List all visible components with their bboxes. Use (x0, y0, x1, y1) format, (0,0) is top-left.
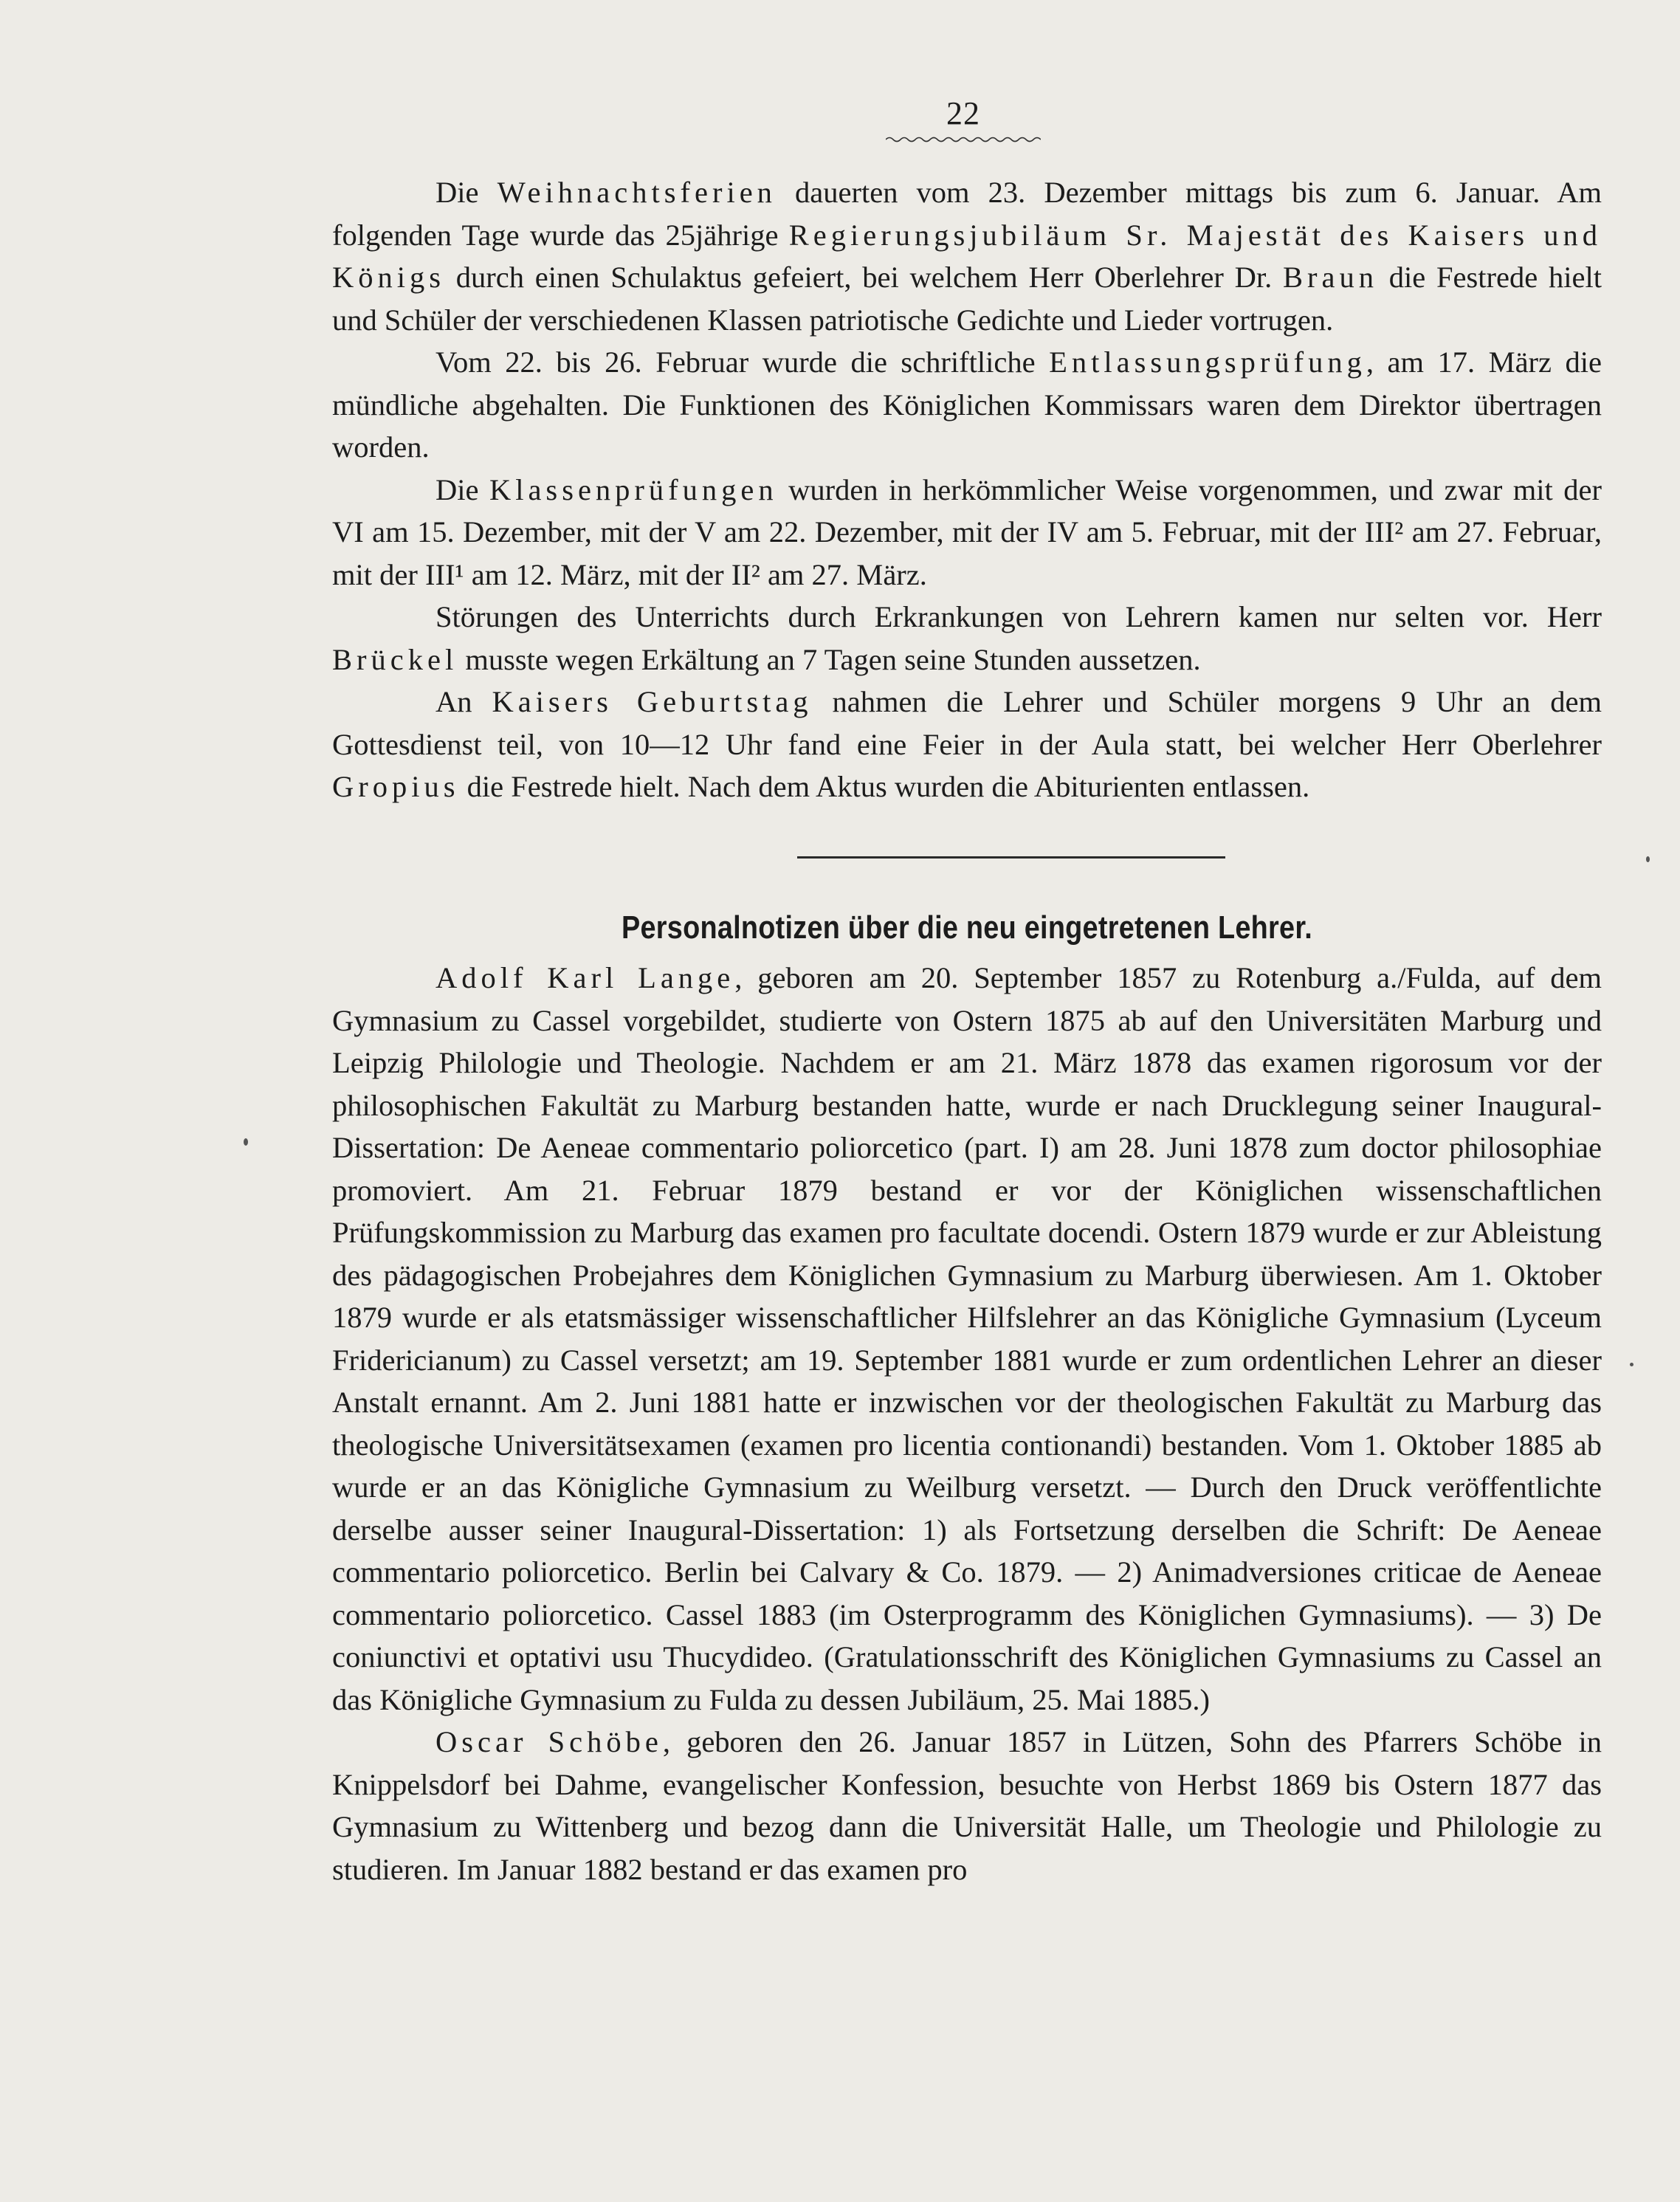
page-number-ornament (886, 136, 1041, 143)
print-speck (1646, 856, 1650, 862)
text-run: durch einen Schulaktus gefeiert, bei welchem Herr Oberlehrer Dr. (445, 261, 1284, 294)
spaced-emphasis: Adolf Karl Lange (436, 961, 735, 994)
text-run: nahmen die Lehrer und Schüler morgens 9 Uhr an dem Gottesdienst teil, von 10—12 Uhr fand eine Feier in der Aula statt, bei welcher Herr Oberlehrer (332, 685, 1602, 761)
paragraph (332, 1721, 1602, 1890)
spaced-emphasis: Brückel (332, 642, 458, 676)
text-run: dauerten vom 23. Dezember mittags bis zum 6. Januar. Am folgenden Tage wurde das 25jährige (332, 176, 1602, 252)
text-run: die Festrede hielt. Nach dem Aktus wurden die Abiturienten entlassen. (459, 770, 1310, 803)
school-chronicle-section (332, 171, 1602, 808)
spaced-emphasis: Entlassungsprüfung (1049, 345, 1366, 379)
teacher-notes-section (332, 957, 1602, 1890)
section-heading: Personalnotizen über die neu eingetretenen Lehrer. (621, 909, 1312, 946)
spaced-emphasis: Oscar Schöbe (436, 1725, 663, 1758)
section-divider (797, 856, 1225, 859)
print-speck (1630, 1363, 1633, 1366)
page-number: 22 (946, 95, 980, 131)
paragraph (332, 681, 1602, 808)
text-run: Vom 22. bis 26. Februar wurde die schriftliche (436, 345, 1050, 379)
text-run: Die (436, 176, 498, 209)
paragraph (332, 171, 1602, 341)
text-run: musste wegen Erkältung an 7 Tagen seine Stunden aussetzen. (458, 642, 1201, 676)
spaced-emphasis: Klassenprüfungen (489, 472, 778, 506)
paragraph (332, 469, 1602, 596)
text-run: , am 17. März die mündliche abgehalten. Die Funktionen des Königlichen Kommissars waren dem Direktor übertragen worden. (332, 345, 1602, 464)
spaced-emphasis: Braun (1283, 261, 1379, 294)
text-run: An (436, 685, 492, 718)
paragraph (332, 957, 1602, 1721)
spaced-emphasis: Gropius (332, 770, 460, 803)
paragraph (332, 341, 1602, 469)
spaced-emphasis: Regierungsjubiläum Sr. Majestät des Kaisers und Königs (332, 218, 1602, 294)
text-run: wurden in herkömmlicher Weise vorgenommen, und zwar mit der VI am 15. Dezember, mit der V am 22. Dezember, mit der IV am 5. Februar, mit der III² am 27. Februar, mit der III¹ am 12. März, mit der II² am 27. März. (332, 472, 1602, 591)
paragraph (332, 596, 1602, 681)
text-run: Störungen des Unterrichts durch Erkrankungen von Lehrern kamen nur selten vor. Herr (436, 600, 1602, 633)
text-run: , geboren den 26. Januar 1857 in Lützen, Sohn des Pfarrers Schöbe in Knippelsdorf bei Dahme, evangelischer Konfession, besuchte von Herbst 1869 bis Ostern 1877 das Gymnasium zu Wittenberg und bezog dann die Universität Halle, um Theologie und Philologie zu studieren. Im Januar 1882 bestand er das examen pro (332, 1725, 1602, 1886)
text-run: die Festrede hielt und Schüler der verschiedenen Klassen patriotische Gedichte und Lieder vortrugen. (332, 261, 1602, 337)
text-run: , geboren am 20. September 1857 zu Rotenburg a./Fulda, auf dem Gymnasium zu Cassel vorgebildet, studierte von Ostern 1875 ab auf den Universitäten Marburg und Leipzig Philologie und Theologie. Nachdem er am 21. März 1878 das examen rigorosum vor der philosophischen Fakultät zu Marburg bestanden hatte, wurde er nach Drucklegung seiner Inaugural-Dissertation: De Aeneae commentario poliorcetico (part. I) am 28. Juni 1878 zum doctor philosophiae promoviert. Am 21. Februar 1879 bestand er vor der Königlichen wissenschaftlichen Prüfungskommission zu Marburg das examen pro facultate docendi. Ostern 1879 wurde er zur Ableistung des pädagogischen Probejahres dem Königlichen Gymnasium zu Marburg überwiesen. Am 1. Oktober 1879 wurde er als etatsmässiger wissenschaftlicher Hilfslehrer an das Königliche Gymnasium (Lyceum Fridericianum) zu Cassel versetzt; am 19. September 1881 wurde er zum ordentlichen Lehrer an dieser Anstalt ernannt. Am 2. Juni 1881 hatte er inzwischen vor der theologischen Fakultät zu Marburg das theologische Universitätsexamen (examen pro licentia contionandi) bestanden. Vom 1. Oktober 1885 ab wurde er an das Königliche Gymnasium zu Weilburg versetzt. — Durch den Druck veröffentlichte derselbe ausser seiner Inaugural-Dissertation: 1) als Fortsetzung derselben die Schrift: De Aeneae commentario poliorcetico. Berlin bei Calvary & Co. 1879. — 2) Animadversiones criticae de Aeneae commentario poliorcetico. Cassel 1883 (im Osterprogramm des Königlichen Gymnasiums). — 3) De coniunctivi et optativi usu Thucydideo. (Gratulationsschrift des Königlichen Gymnasiums zu Cassel an das Königliche Gymnasium zu Fulda zu dessen Jubiläum, 25. Mai 1885.) (332, 961, 1602, 1716)
print-speck (244, 1138, 248, 1146)
spaced-emphasis: Kaisers Geburtstag (492, 685, 813, 718)
spaced-emphasis: Weihnachtsferien (497, 176, 777, 209)
text-run: Die (436, 472, 489, 506)
